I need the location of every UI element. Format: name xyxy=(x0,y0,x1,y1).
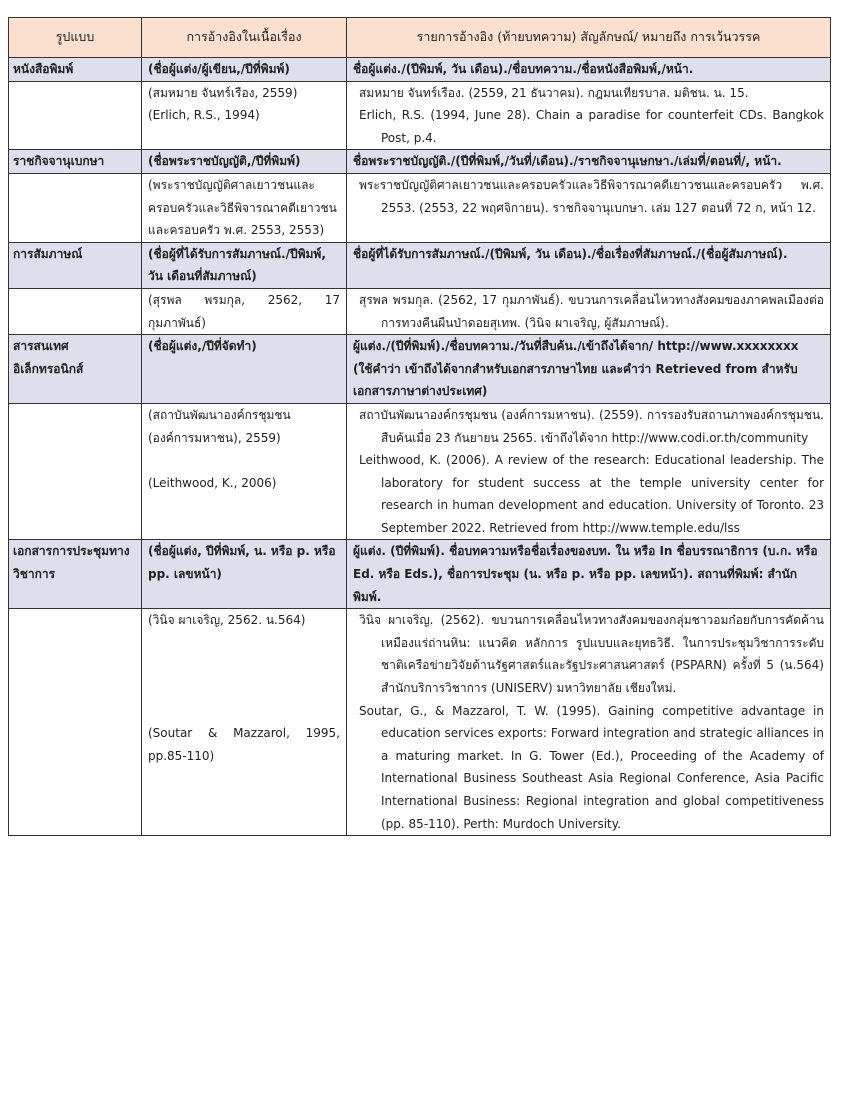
format-reference: ชื่อผู้แต่ง./(ปีพิมพ์, วัน เดือน)./ชื่อบทความ./ชื่อหนังสือพิมพ์,/หน้า. xyxy=(347,58,831,82)
header-reference-list: รายการอ้างอิง (ท้ายบทความ) สัญลักษณ์/ หมายถึง การเว้นวรรค xyxy=(347,18,831,58)
example-row xyxy=(9,288,831,334)
format-reference: ชื่อผู้ที่ได้รับการสัมภาษณ์./(ปีพิมพ์, วัน เดือน)./ชื่อเรื่องที่สัมภาษณ์./(ชื่อผู้สัมภาษณ์). xyxy=(347,242,831,288)
format-citation: (ชื่อพระราชบัญญัติ,/ปีที่พิมพ์) xyxy=(142,150,347,174)
example-row xyxy=(9,609,831,836)
example-citation: (Erlich, R.S., 1994) xyxy=(148,108,260,123)
format-type: หนังสือพิมพ์ xyxy=(9,58,142,82)
format-type: สารสนเทศอิเล็กทรอนิกส์ xyxy=(9,335,142,404)
format-type: การสัมภาษณ์ xyxy=(9,242,142,288)
format-citation: (ชื่อผู้แต่ง, ปีที่พิมพ์, น. หรือ p. หรือ pp. เลขหน้า) xyxy=(142,540,347,609)
example-citation: (Leithwood, K., 2006) xyxy=(148,475,277,490)
format-reference: ผู้แต่ง. (ปีที่พิมพ์). ชื่อบทความหรือชื่อเรื่องของบท. ใน หรือ In ชื่อบรรณาธิการ (บ.ก. หรือ Ed. หรือ Eds.), ชื่อการประชุม (น. หรือ p. หรือ pp. เลขหน้า). สถานที่พิมพ์: สำนักพิมพ์. xyxy=(347,540,831,609)
category-row-conference xyxy=(9,540,831,609)
header-format-type: รูปแบบ xyxy=(9,18,142,58)
example-citation: (สุรพล พรมกุล, 2562, 17 กุมภาพันธ์) xyxy=(148,292,340,330)
format-citation: (ชื่อผู้ที่ได้รับการสัมภาษณ์./ปีพิมพ์, วัน เดือนที่สัมภาษณ์) xyxy=(142,242,347,288)
example-reference: วินิจ ผาเจริญ. (2562). ขบวนการเคลื่อนไหวทางสังคมของกลุ่มชาวอมก๋อยกับการคัดค้านเหมืองแร่ถ่านหิน: แนวคิด หลักการ รูปแบบและยุทธวิธี. ในการประชุมวิชาการระดับชาติเครือข่ายวิจัยด้านรัฐศาสตร์และรัฐประศาสนศาสตร์ (PSPARN) ครั้งที่ 5 (น.564) สำนักบริการวิชาการ (UNISERV) มหาวิทยาลัย เชียงใหม่. xyxy=(359,613,824,696)
example-citation: (สถาบันพัฒนาองค์กรชุมชน (องค์การมหาชน), 2559) xyxy=(148,407,291,445)
example-row xyxy=(9,81,831,150)
category-row-electronic xyxy=(9,335,831,404)
example-reference: สมหมาย จันทร์เรือง. (2559, 21 ธันวาคม). กฎมนเทียรบาล. มติชน. น. 15. xyxy=(359,85,749,100)
citation-format-table xyxy=(8,17,831,836)
format-citation: (ชื่อผู้แต่ง/ผู้เขียน,/ปีที่พิมพ์) xyxy=(142,58,347,82)
example-reference: Leithwood, K. (2006). A review of the research: Educational leadership. The laboratory for student success at the temple university center for research in human development and education. University of Toronto. 23 September 2022. Retrieved from http://www.temple.edu/lss xyxy=(359,453,824,535)
format-reference: ผู้แต่ง./(ปีที่พิมพ์)./ชื่อบทความ./วันที่สืบค้น./เข้าถึงได้จาก/ http://www.xxxxxxxx xyxy=(353,339,799,354)
example-citation: (วินิจ ผาเจริญ, 2562. น.564) xyxy=(148,613,306,628)
example-row xyxy=(9,173,831,242)
category-row-royal-gazette xyxy=(9,150,831,174)
format-reference: ชื่อพระราชบัญญัติ./(ปีที่พิมพ์,/วันที่/เดือน)./ราชกิจจานุเษกษา./เล่มที่/ตอนที่/, หน้า. xyxy=(347,150,831,174)
example-reference: Erlich, R.S. (1994, June 28). Chain a paradise for counterfeit CDs. Bangkok Post, p.4. xyxy=(359,108,824,145)
format-citation: (ชื่อผู้แต่ง,/ปีที่จัดทำ) xyxy=(142,335,347,404)
format-type: เอกสารการประชุมทางวิชาการ xyxy=(9,540,142,609)
format-type: ราชกิจจานุเบกษา xyxy=(9,150,142,174)
table-header-row xyxy=(9,18,831,58)
example-citation: (สมหมาย จันทร์เรือง, 2559) xyxy=(148,85,298,100)
header-in-text-citation: การอ้างอิงในเนื้อเรื่อง xyxy=(142,18,347,58)
example-citation: (Soutar & Mazzarol, 1995, pp.85-110) xyxy=(148,726,340,763)
category-row-interview xyxy=(9,242,831,288)
example-reference: สุรพล พรมกุล. (2562, 17 กุมภาพันธ์). ขบวนการเคลื่อนไหวทางสังคมของภาคพลเมืองต่อการทวงคืนผืนป่าดอยสุเทพ. (วินิจ ผาเจริญ, ผู้สัมภาษณ์). xyxy=(359,292,824,330)
category-row-newspaper xyxy=(9,58,831,82)
example-reference: สถาบันพัฒนาองค์กรชุมชน (องค์การมหาชน). (2559). การรองรับสถานภาพองค์กรชุมชน. สืบค้นเมื่อ 23 กันยายน 2565. เข้าถึงได้จาก http://www.codi.or.th/community xyxy=(359,407,824,445)
example-row xyxy=(9,403,831,540)
format-note: (ใช้คำว่า เข้าถึงได้จากสำหรับเอกสารภาษาไทย และคำว่า Retrieved from สำหรับเอกสารภาษาต่างประเทศ) xyxy=(353,361,798,399)
example-reference: Soutar, G., & Mazzarol, T. W. (1995). Gaining competitive advantage in education services exports: Forward integration and strategic alliances in a maturing market. In G. Tower (Ed.), Proceeding of the Academy of International Business Southeast Asia Regional Conference, Asia Pacific International Business: Regional integration and global competitiveness (pp. 85-110). Perth: Murdoch University. xyxy=(359,703,824,831)
example-reference: พระราชบัญญัติศาลเยาวชนและครอบครัวและวิธีพิจารณาคดีเยาวชนและครอบครัว พ.ศ. 2553. (2553, 22 พฤศจิกายน). ราชกิจจานุเบกษา. เล่ม 127 ตอนที่ 72 ก, หน้า 12. xyxy=(359,177,824,215)
example-citation: (พระราชบัญญัติศาลเยาวชนและครอบครัวและวิธีพิจารณาคดีเยาวชนและครอบครัว พ.ศ. 2553, 2553) xyxy=(148,177,337,238)
